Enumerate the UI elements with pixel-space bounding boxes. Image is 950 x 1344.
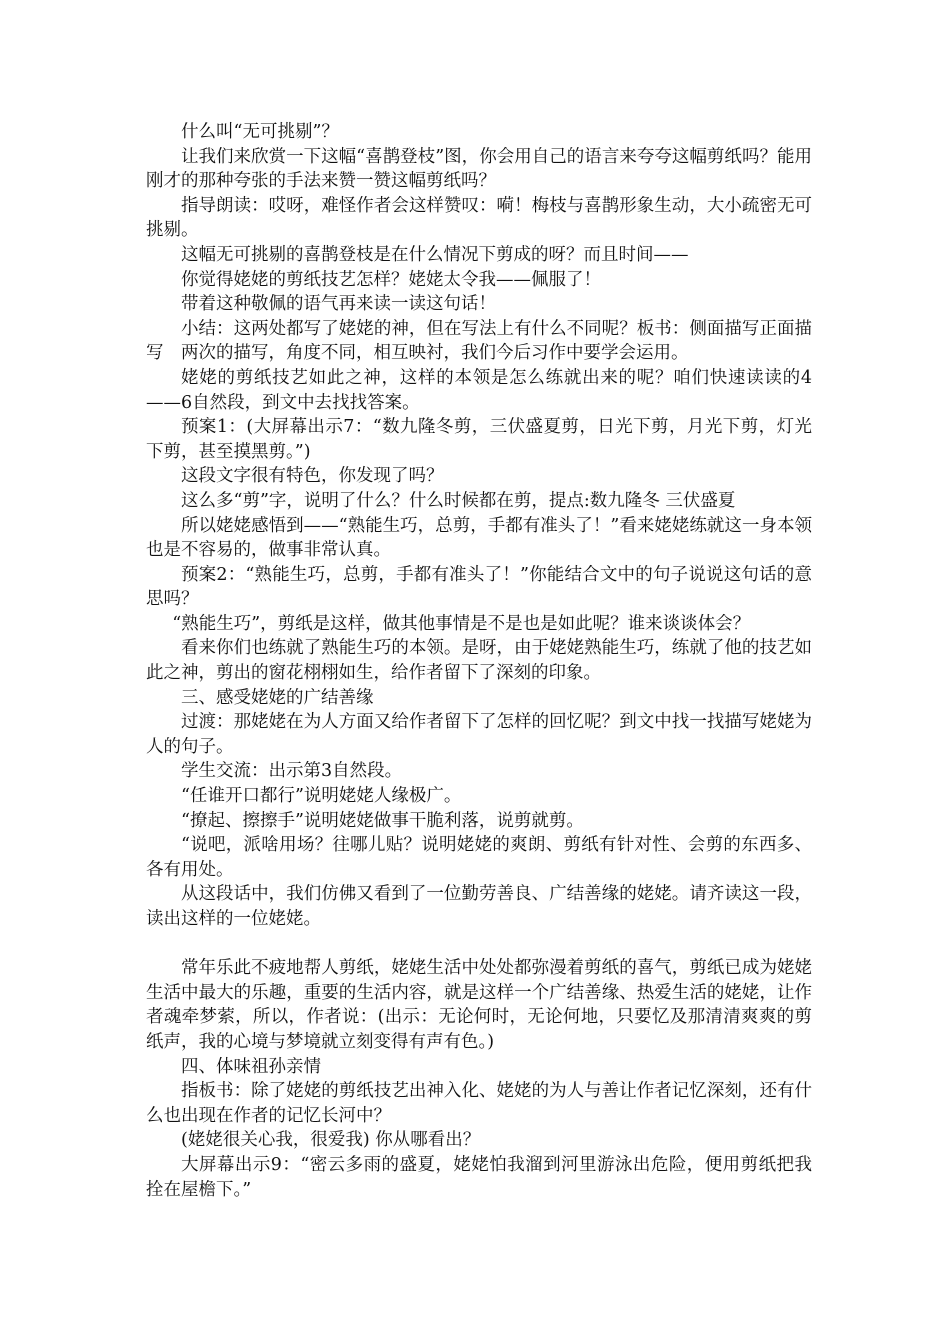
paragraph: 你觉得姥姥的剪纸技艺怎样？姥姥太令我——佩服了！ xyxy=(181,269,601,290)
paragraph: 指导朗读：哎呀，难怪作者会这样赞叹：嗬！梅枝与喜鹊形象生动，大小疏密无可挑剔。 xyxy=(146,195,812,241)
paragraph: 过渡：那姥姥在为人方面又给作者留下了怎样的回忆呢？到文中找一找描写姥姥为人的句子。 xyxy=(146,712,812,757)
paragraph: 这么多“剪”字，说明了什么？什么时候都在剪，提点:数九隆冬 三伏盛夏 xyxy=(181,490,736,511)
paragraph: (姥姥很关心我，很爱我) 你从哪看出？ xyxy=(181,1130,481,1151)
blank-line xyxy=(146,932,812,957)
paragraph: 这段文字很有特色，你发现了吗？ xyxy=(181,466,444,487)
paragraph: 带着这种敬佩的语气再来读一读这句话！ xyxy=(181,294,496,315)
paragraph: 所以姥姥感悟到——“熟能生巧，总剪，手都有准头了！”看来姥姥练就这一身本领也是不容易的，做事非常认真。 xyxy=(146,515,812,561)
paragraph: 常年乐此不疲地帮人剪纸，姥姥生活中处处都弥漫着剪纸的喜气，剪纸已成为姥姥生活中最大的乐趣，重要的生活内容，就是这样一个广结善缘、热爱生活的姥姥，让作者魂牵梦萦，所以，作者说：(出示：无论何时，无论何地，只要忆及那清清爽爽的剪纸声，我的心境与梦境就立刻变得有声有色。) xyxy=(146,958,812,1052)
paragraph: 从这段话中，我们仿佛又看到了一位勤劳善良、广结善缘的姥姥。请齐读这一段，读出这样的一位姥姥。 xyxy=(146,884,812,929)
section-heading: 三、感受姥姥的广结善缘 xyxy=(181,687,374,708)
paragraph: “任谁开口都行”说明姥姥人缘极广。 xyxy=(181,786,462,807)
paragraph: “撩起、擦擦手”说明姥姥做事干脆利落，说剪就剪。 xyxy=(181,810,584,831)
paragraph: 预案2：“熟能生巧，总剪，手都有准头了！”你能结合文中的句子说说这句话的意思吗？ xyxy=(146,564,812,610)
section-heading: 四、体味祖孙亲情 xyxy=(181,1056,321,1077)
paragraph: 小结：这两处都写了姥姥的神，但在写法上有什么不同呢？板书：侧面描写正面描写 两次的描写，角度不同，相互映衬，我们今后习作中要学会运用。 xyxy=(146,318,812,364)
paragraph: 学生交流：出示第3自然段。 xyxy=(181,761,403,782)
paragraph: 大屏幕出示9：“密云多雨的盛夏，姥姥怕我溜到河里游泳出危险，便用剪纸把我拴在屋檐下。” xyxy=(146,1154,812,1200)
document-body xyxy=(146,120,812,1202)
paragraph: 看来你们也练就了熟能生巧的本领。是呀，由于姥姥熟能生巧，练就了他的技艺如此之神，剪出的窗花栩栩如生，给作者留下了深刻的印象。 xyxy=(146,638,812,684)
paragraph: “熟能生巧”，剪纸是这样，做其他事情是不是也是如此呢？谁来谈谈体会？ xyxy=(172,613,751,634)
paragraph: 什么叫“无可挑剔”？ xyxy=(181,122,339,142)
paragraph: 让我们来欣赏一下这幅“喜鹊登枝”图，你会用自己的语言来夸夸这幅剪纸吗？能用刚才的那种夸张的手法来赞一赞这幅剪纸吗？ xyxy=(146,146,812,192)
paragraph: “说吧，派啥用场？往哪儿贴？说明姥姥的爽朗、剪纸有针对性、会剪的东西多、各有用处。 xyxy=(146,835,812,880)
paragraph: 预案1：(大屏幕出示7：“数九隆冬剪，三伏盛夏剪，日光下剪，月光下剪，灯光下剪，甚至摸黑剪。”) xyxy=(146,417,812,462)
paragraph: 指板书：除了姥姥的剪纸技艺出神入化、姥姥的为人与善让作者记忆深刻，还有什么也出现在作者的记忆长河中？ xyxy=(146,1081,812,1126)
paragraph: 这幅无可挑剔的喜鹊登枝是在什么情况下剪成的呀？而且时间—— xyxy=(181,244,689,265)
paragraph: 姥姥的剪纸技艺如此之神，这样的本领是怎么练就出来的呢？咱们快速读读的4——6自然段，到文中去找找答案。 xyxy=(146,367,812,413)
